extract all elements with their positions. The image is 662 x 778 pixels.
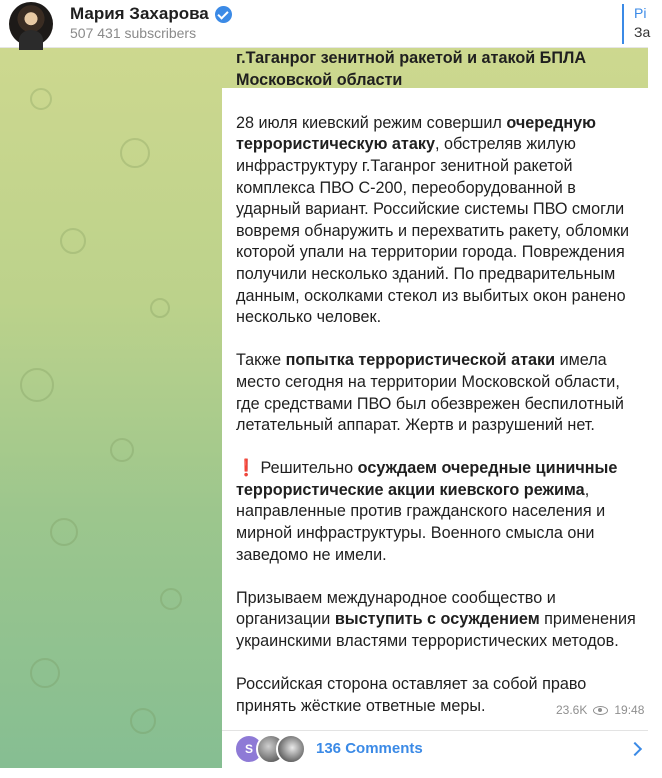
chevron-right-icon <box>628 742 642 756</box>
channel-name: Мария Захарова <box>70 4 209 23</box>
message-text <box>236 48 636 717</box>
message-text-run: , обстреляв жилую инфраструктуру г.Таганрог зенитной ракетой комплекса ПВО С-200, переоборудованной в ударный вариант. Российские системы ПВО смогли вовремя обнаружить и перехватить ракету, обломки которой упали на территории города. Повреждения получили несколько зданий. По предварительным данным, осколками стекол из выбитых окон ранено несколько человек. <box>236 135 630 327</box>
message-bold: Московской области <box>236 70 403 89</box>
eye-icon <box>593 706 608 715</box>
message-text-run: 28 июля киевский режим совершил <box>236 113 507 132</box>
message-paragraph: Российская сторона оставляет за собой право принять жёсткие ответные меры. <box>236 675 587 715</box>
message-text-run: имела место сегодня на территории Московской области, где средствами ПВО был обезврежен беспилотный летательный аппарат. Жертв и разрушений нет. <box>236 351 624 435</box>
commenter-avatar: S <box>234 734 264 764</box>
message-text-run: применения украинскими властями террористических методов. <box>236 610 636 651</box>
comments-button[interactable] <box>222 730 648 768</box>
view-count: 23.6K <box>556 703 588 717</box>
commenter-avatar <box>276 734 306 764</box>
message-text-run: Решительно <box>256 459 358 478</box>
message-bold: выступить с осуждением <box>334 610 540 629</box>
message-paragraph <box>236 113 636 329</box>
exclamation-icon: ❗ <box>236 459 257 478</box>
message-paragraph <box>236 458 636 566</box>
message-text-run: , направленные против гражданского населения и мирной инфраструктуры. Военного смысла они заведомо не имели. <box>236 480 606 564</box>
comments-label: 136 Comments <box>316 740 423 757</box>
message-text-run: Призываем международное сообщество и организации <box>236 588 556 629</box>
message-meta <box>556 703 644 717</box>
channel-title[interactable] <box>70 4 232 24</box>
message-paragraph <box>236 48 636 91</box>
message-bold: г.Таганрог зенитной ракетой и атакой БПЛА <box>236 49 587 67</box>
channel-header <box>0 0 651 48</box>
message-bold: попытка террористической атаки <box>285 351 556 370</box>
verified-badge-icon <box>215 6 232 23</box>
message-text-run: Также <box>236 351 286 370</box>
pinned-message[interactable] <box>622 4 662 44</box>
pinned-title: Pi <box>634 5 647 21</box>
subscriber-count: 507 431 subscribers <box>70 25 197 41</box>
message-time: 19:48 <box>614 703 645 717</box>
message-bold: осуждаем очередные циничные террористические акции киевского режима <box>236 459 618 499</box>
message-paragraph <box>236 588 636 653</box>
message-paragraph <box>236 350 636 436</box>
pinned-preview: За <box>634 24 651 40</box>
channel-avatar[interactable] <box>9 2 53 46</box>
message-bold: очередную террористическую атаку <box>236 113 596 154</box>
